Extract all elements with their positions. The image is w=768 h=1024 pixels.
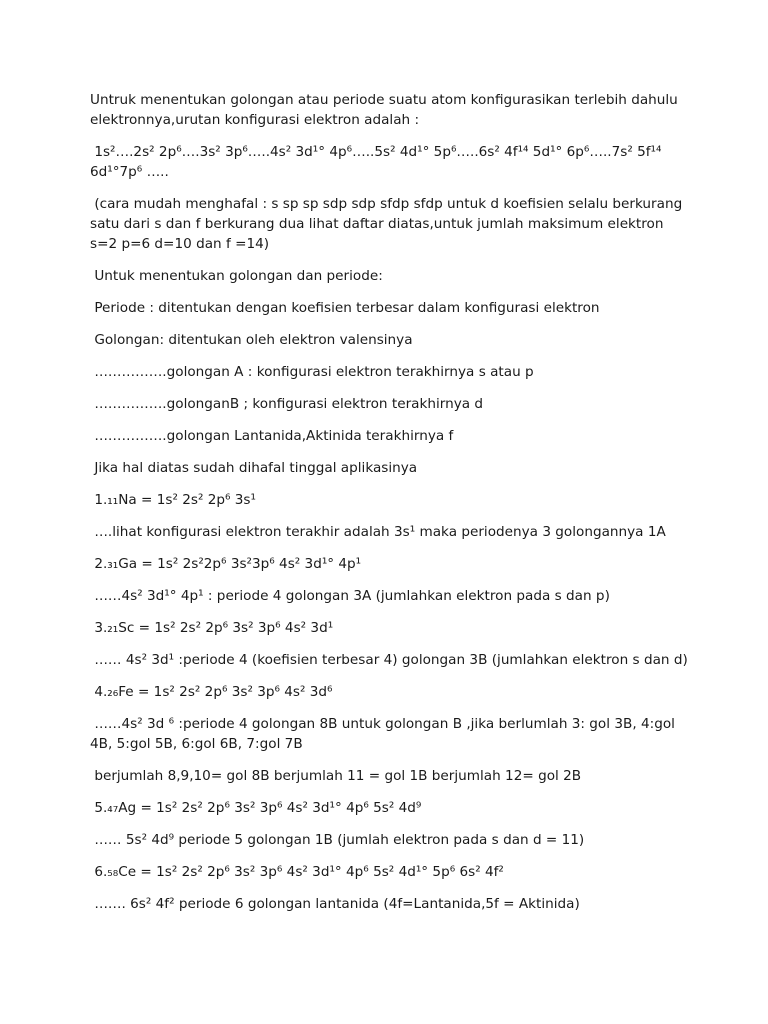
configuration-order: 1s²….2s² 2p⁶….3s² 3p⁶…..4s² 3d¹° 4p⁶…..5s² 4d¹° 5p⁶…..6s² 4f¹⁴ 5d¹° 6p⁶…..7s² 5f¹⁴ 6d¹°7p⁶ ….. (90, 144, 666, 180)
application-intro: Jika hal diatas sudah dihafal tinggal aplikasinya (90, 460, 418, 476)
example-4-explanation: ……4s² 3d ⁶ :periode 4 golongan 8B untuk golongan B ,jika berlumlah 3: gol 3B, 4:gol 4B, 5:gol 5B, 6:gol 6B, 7:gol 7B (90, 716, 680, 752)
example-3-explanation: …… 4s² 3d¹ :periode 4 (koefisien terbesar 4) golongan 3B (jumlahkan elektron s dan d) (90, 652, 688, 668)
memorization-tip: (cara mudah menghafal : s sp sp sdp sdp sfdp sfdp untuk d koefisien selalu berkurang satu dari s dan f berkurang dua lihat daftar diatas,untuk jumlah maksimum elektron s=2 p=6 d=10 dan f =14) (90, 196, 687, 252)
example-6-config: 6.₅₈Ce = 1s² 2s² 2p⁶ 3s² 3p⁶ 4s² 3d¹° 4p⁶ 5s² 4d¹° 5p⁶ 6s² 4f² (90, 864, 504, 880)
example-5-config: 5.₄₇Ag = 1s² 2s² 2p⁶ 3s² 3p⁶ 4s² 3d¹° 4p⁶ 5s² 4d⁹ (90, 800, 422, 816)
section-heading: Untuk menentukan golongan dan periode: (90, 268, 383, 284)
group-rule: Golongan: ditentukan oleh elektron valensinya (90, 332, 413, 348)
document-body (90, 90, 690, 926)
intro-paragraph: Untruk menentukan golongan atau periode suatu atom konfigurasikan terlebih dahulu elektronnya,urutan konfigurasi elektron adalah : (90, 92, 683, 128)
lanthanide-rule: …………….golongan Lantanida,Aktinida terakhirnya f (90, 428, 454, 444)
example-1-config: 1.₁₁Na = 1s² 2s² 2p⁶ 3s¹ (90, 492, 256, 508)
example-2-explanation: ……4s² 3d¹° 4p¹ : periode 4 golongan 3A (jumlahkan elektron pada s dan p) (90, 588, 610, 604)
example-1-explanation: ….lihat konfigurasi elektron terakhir adalah 3s¹ maka periodenya 3 golongannya 1A (90, 524, 666, 540)
example-3-config: 3.₂₁Sc = 1s² 2s² 2p⁶ 3s² 3p⁶ 4s² 3d¹ (90, 620, 334, 636)
example-4-group-sums: berjumlah 8,9,10= gol 8B berjumlah 11 = gol 1B berjumlah 12= gol 2B (90, 768, 582, 784)
group-a-rule: …………….golongan A : konfigurasi elektron terakhirnya s atau p (90, 364, 534, 380)
example-2-config: 2.₃₁Ga = 1s² 2s²2p⁶ 3s²3p⁶ 4s² 3d¹° 4p¹ (90, 556, 362, 572)
period-rule: Periode : ditentukan dengan koefisien terbesar dalam konfigurasi elektron (90, 300, 600, 316)
group-b-rule: …………….golonganB ; konfigurasi elektron terakhirnya d (90, 396, 484, 412)
example-6-explanation: ……. 6s² 4f² periode 6 golongan lantanida (4f=Lantanida,5f = Aktinida) (90, 896, 580, 912)
example-5-explanation: …… 5s² 4d⁹ periode 5 golongan 1B (jumlah elektron pada s dan d = 11) (90, 832, 585, 848)
example-4-config: 4.₂₆Fe = 1s² 2s² 2p⁶ 3s² 3p⁶ 4s² 3d⁶ (90, 684, 333, 700)
